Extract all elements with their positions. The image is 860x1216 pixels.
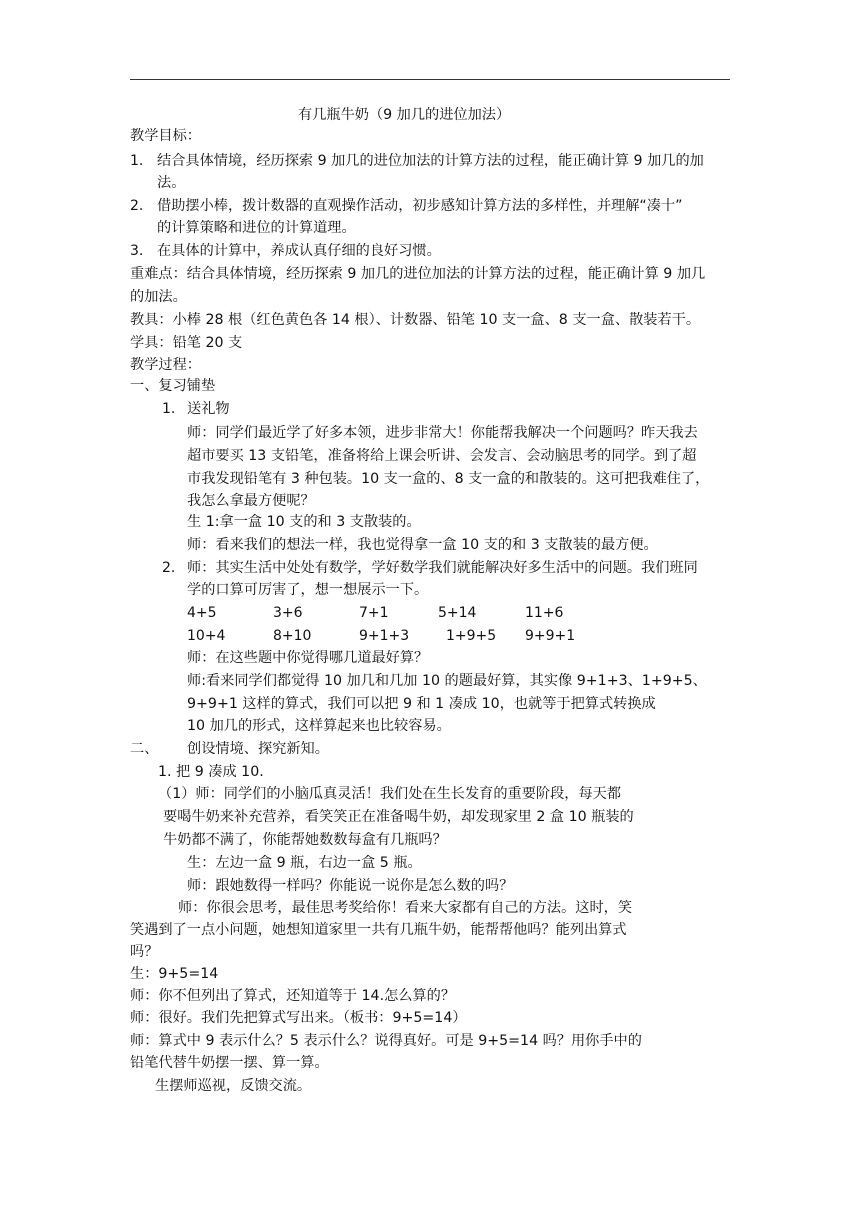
- teacher-remark: 师：看来我们的想法一样，我也觉得拿一盒 10 支的和 3 支散装的最方便。: [187, 537, 658, 553]
- header-rule: [130, 79, 730, 80]
- paragraph-line: 师:看来同学们都觉得 10 加几和几加 10 的题最好算，其实像 9+1+3、1+9+5、: [187, 673, 707, 689]
- student-answer: 生：左边一盒 9 瓶，右边一盒 5 瓶。: [187, 855, 422, 871]
- student-answer: 生：9+5=14: [130, 966, 219, 982]
- goal-number: 2.: [130, 198, 144, 214]
- equation: 7+1: [359, 605, 389, 621]
- goal-number: 1.: [130, 153, 144, 169]
- goal-line: 法。: [157, 175, 186, 191]
- equation: 1+9+5: [446, 628, 497, 644]
- paragraph-line: 我怎么拿最方便呢？: [187, 493, 315, 509]
- paragraph-line: 市我发现铅笔有 3 种包装。10 支一盒的、8 支一盒的和散装的。这可把我难住了，: [187, 471, 710, 487]
- paragraph-line: 10 加几的形式，这样算起来也比较容易。: [187, 718, 451, 734]
- paragraph-line: 吗？: [130, 944, 159, 960]
- equation: 4+5: [187, 605, 217, 621]
- teacher-remark: 师：跟她数得一样吗？你能说一说你是怎么数的吗？: [187, 878, 514, 894]
- closing-line: 生摆师巡视，反馈交流。: [155, 1078, 312, 1094]
- document-title: 有几瓶牛奶（9 加几的进位加法）: [298, 107, 511, 123]
- key-points-line: 的加法。: [130, 289, 187, 305]
- paragraph-line: 学的口算可厉害了，想一想展示一下。: [187, 582, 429, 598]
- paragraph-line: 师：算式中 9 表示什么？5 表示什么？说得真好。可是 9+5=14 吗？用你手中的: [130, 1033, 642, 1049]
- teacher-question: 师：在这些题中你觉得哪几道最好算？: [187, 650, 429, 666]
- equation: 3+6: [273, 605, 303, 621]
- goal-line: 在具体的计算中，养成认真仔细的良好习惯。: [157, 243, 441, 259]
- equation: 5+14: [438, 605, 477, 621]
- equation: 10+4: [187, 628, 226, 644]
- teacher-remark: 师：很好。我们先把算式写出来。（板书：9+5=14）: [130, 1010, 467, 1026]
- paragraph-line: 师：其实生活中处处有数学，学好数学我们就能解决好多生活中的问题。我们班同: [187, 560, 698, 576]
- student-tools: 学具：铅笔 20 支: [130, 335, 243, 351]
- subsection-heading: 1. 把 9 凑成 10.: [158, 764, 264, 780]
- item-number: 1.: [162, 401, 176, 417]
- equation: 8+10: [273, 628, 312, 644]
- goal-line: 结合具体情境，经历探索 9 加几的进位加法的计算方法的过程，能正确计算 9 加几的加: [157, 153, 704, 169]
- paragraph-line: 要喝牛奶来补充营养，看笑笑正在准备喝牛奶，却发现家里 2 盒 10 瓶装的: [163, 809, 634, 825]
- paragraph-line: 师：同学们最近学了好多本领，进步非常大！你能帮我解决一个问题吗？昨天我去: [187, 425, 698, 441]
- goal-line: 的计算策略和进位的计算道理。: [157, 220, 356, 236]
- paragraph-line: 师：你很会思考，最佳思考奖给你！看来大家都有自己的方法。这时，笑: [178, 900, 633, 916]
- goal-number: 3.: [130, 243, 144, 259]
- equation: 11+6: [525, 605, 564, 621]
- paragraph-line: （1）师：同学们的小脑瓜真灵活！我们处在生长发育的重要阶段，每天都: [158, 786, 622, 802]
- paragraph-line: 笑遇到了一点小问题，她想知道家里一共有几瓶牛奶，能帮帮他吗？能列出算式: [130, 922, 627, 938]
- section1-heading: 一、复习铺垫: [130, 378, 216, 394]
- item-number: 2.: [162, 560, 176, 576]
- section2-number: 二、: [130, 741, 159, 757]
- goal-line: 借助摆小棒，拨计数器的直观操作活动，初步感知计算方法的多样性，并理解“凑十”: [157, 198, 683, 214]
- section2-heading: 创设情境、探究新知。: [187, 741, 329, 757]
- key-points-line: 重难点：结合具体情境，经历探索 9 加几的进位加法的计算方法的过程，能正确计算 9 加几: [130, 266, 706, 282]
- paragraph-line: 超市要买 13 支铅笔，准备将给上课会听讲、会发言、会动脑思考的同学。到了超: [187, 448, 697, 464]
- paragraph-line: 铅笔代替牛奶摆一摆、算一算。: [130, 1055, 329, 1071]
- equation: 9+9+1: [525, 628, 576, 644]
- item-title: 送礼物: [187, 401, 230, 417]
- process-label: 教学过程：: [130, 357, 201, 373]
- paragraph-line: 牛奶都不满了，你能帮她数数每盒有几瓶吗？: [163, 832, 447, 848]
- equation: 9+1+3: [359, 628, 410, 644]
- student-answer: 生 1:拿一盒 10 支的和 3 支散装的。: [187, 514, 421, 530]
- teaching-tools: 教具：小棒 28 根（红色黄色各 14 根）、计数器、铅笔 10 支一盒、8 支一盒、散装若干。: [130, 312, 701, 328]
- paragraph-line: 9+9+1 这样的算式，我们可以把 9 和 1 凑成 10，也就等于把算式转换成: [187, 696, 656, 712]
- goals-label: 教学目标：: [130, 128, 201, 144]
- teacher-remark: 师：你不但列出了算式，还知道等于 14.怎么算的？: [130, 988, 456, 1004]
